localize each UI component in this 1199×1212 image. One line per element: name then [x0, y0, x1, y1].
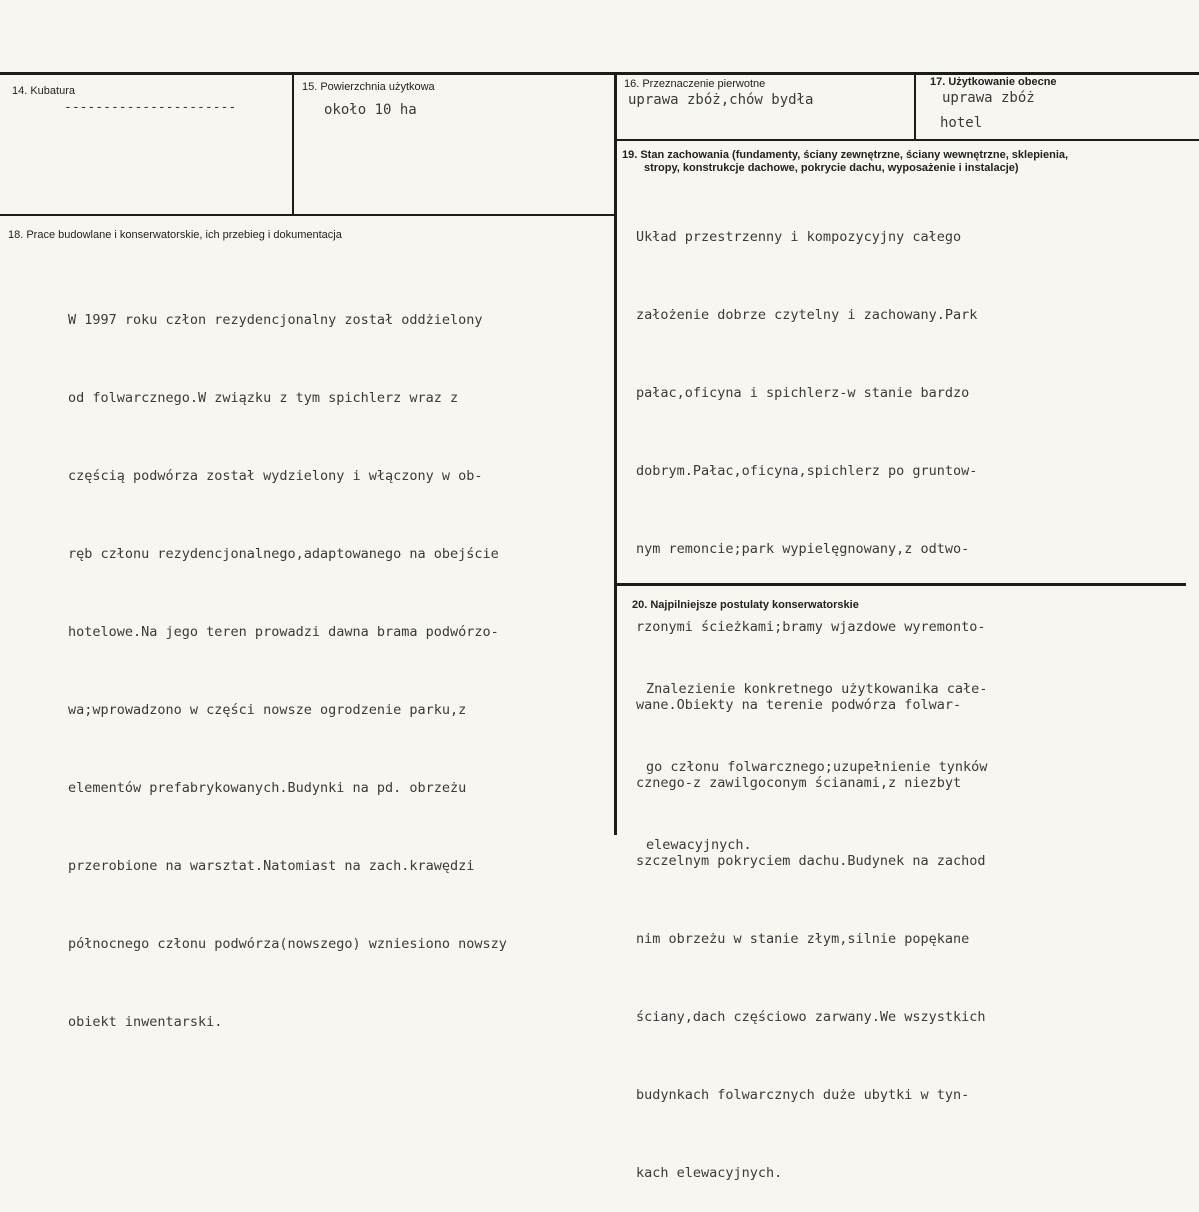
field-18-label: 18. Prace budowlane i konserwatorskie, ich przebieg i dokumentacja	[8, 229, 342, 241]
text-line: rzonymi ścieżkami;bramy wjazdowe wyremonto-	[636, 619, 986, 635]
text-line: ręb członu rezydencjonalnego,adaptowanego na obejście	[68, 546, 499, 562]
text-line: cznego-z zawilgoconym ścianami,z niezbyt	[636, 775, 962, 791]
text-line: ściany,dach częściowo zarwany.We wszystkich	[636, 1009, 986, 1025]
text-line: budynkach folwarcznych duże ubytki w tyn-	[636, 1087, 970, 1103]
rule-under-14-15	[0, 214, 617, 216]
top-rule	[0, 72, 1199, 75]
field-19-label-line1: 19. Stan zachowania (fundamenty, ściany zewnętrzne, ściany wewnętrzne, sklepienia,	[622, 149, 1069, 161]
divider-15-16	[614, 73, 617, 835]
rule-under-16-17	[614, 139, 1199, 141]
text-line: nim obrzeżu w stanie złym,silnie popękane	[636, 931, 970, 947]
field-16-label: 16. Przeznaczenie pierwotne	[624, 78, 766, 90]
text-line: pałac,oficyna i spichlerz-w stanie bardzo	[636, 385, 970, 401]
text-line: Znalezienie konkretnego użytkowanika całe-	[646, 681, 988, 697]
text-line: go członu folwarcznego;uzupełnienie tynków	[646, 759, 988, 775]
text-line: wa;wprowadzono w części nowsze ogrodzenie parku,z	[68, 702, 467, 718]
field-14-label: 14. Kubatura	[12, 85, 75, 97]
text-line: Układ przestrzenny i kompozycyjny całego	[636, 229, 962, 245]
field-16-value: uprawa zbóż,chów bydła	[628, 92, 814, 108]
field-17-value-1: uprawa zbóż	[942, 90, 1035, 106]
field-20-text	[646, 624, 987, 884]
field-17-value-2: hotel	[940, 115, 983, 131]
text-line: elementów prefabrykowanych.Budynki na pd. obrzeżu	[68, 780, 467, 796]
text-line: nym remoncie;park wypielęgnowany,z odtwo-	[636, 541, 970, 557]
text-line: północnego członu podwórza(nowszego) wzniesiono nowszy	[68, 936, 507, 952]
text-line: szczelnym pokryciem dachu.Budynek na zachod	[636, 853, 986, 869]
text-line: założenie dobrze czytelny i zachowany.Park	[636, 307, 978, 323]
text-line: hotelowe.Na jego teren prowadzi dawna brama podwórzo-	[68, 624, 499, 640]
field-19-label-line2: stropy, konstrukcje dachowe, pokrycie dachu, wyposażenie i instalacje)	[644, 162, 1019, 174]
text-line: obiekt inwentarski.	[68, 1014, 223, 1030]
field-18-text	[68, 255, 507, 1061]
text-line: elewacyjnych.	[646, 837, 752, 853]
divider-16-17	[914, 73, 916, 140]
field-15-value: około 10 ha	[324, 102, 417, 118]
text-line: przerobione na warsztat.Natomiast na zach.krawędzi	[68, 858, 475, 874]
text-line: W 1997 roku człon rezydencjonalny został oddżielony	[68, 312, 483, 328]
text-line: częścią podwórza został wydzielony i włączony w ob-	[68, 468, 483, 484]
text-line: od folwarcznego.W związku z tym spichlerz wraz z	[68, 390, 459, 406]
field-17-label: 17. Użytkowanie obecne	[930, 76, 1057, 88]
field-20-label: 20. Najpilniejsze postulaty konserwatorskie	[632, 599, 859, 611]
field-14-value: ----------------------	[64, 100, 237, 115]
text-line: wane.Obiekty na terenie podwórza folwar-	[636, 697, 962, 713]
field-15-label: 15. Powierzchnia użytkowa	[302, 81, 435, 93]
text-line: kach elewacyjnych.	[636, 1165, 783, 1181]
divider-14-15	[292, 73, 294, 215]
text-line: dobrym.Pałac,oficyna,spichlerz po gruntow-	[636, 463, 978, 479]
